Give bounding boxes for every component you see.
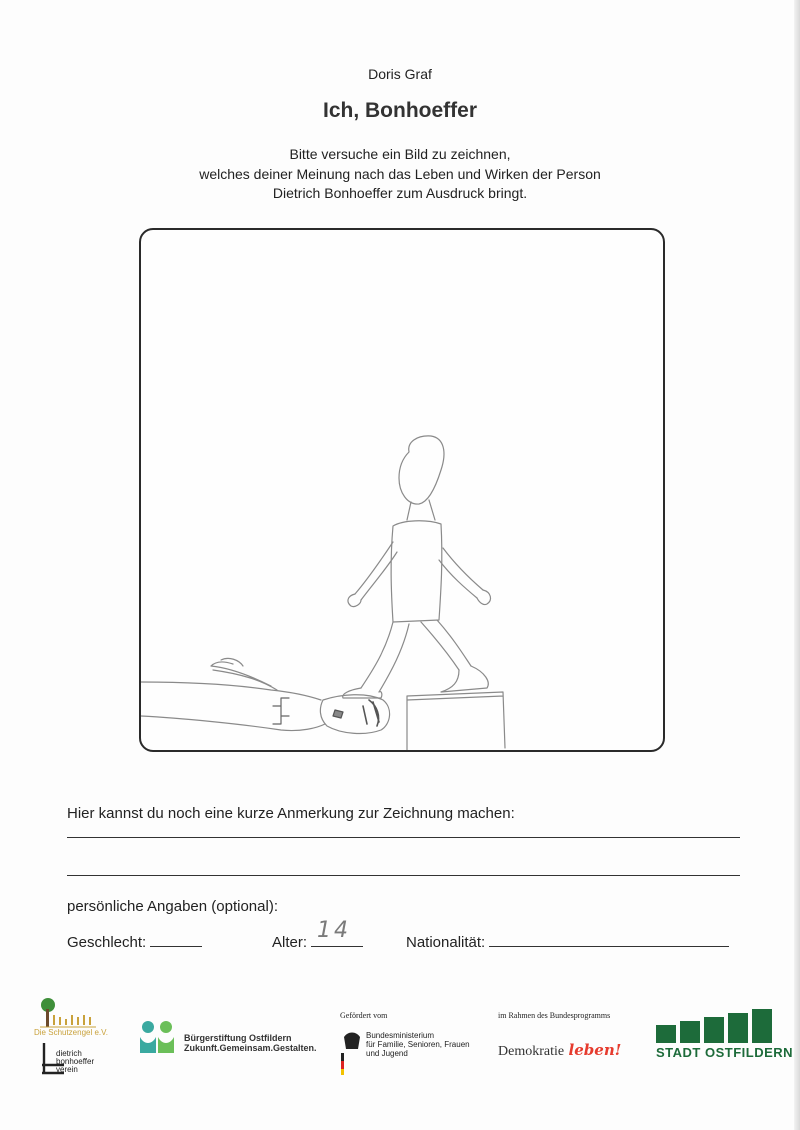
figure-left-hand: [348, 594, 361, 607]
figure-right-arm: [439, 548, 483, 598]
age-label: Alter:: [272, 934, 308, 951]
author-name: Doris Graf: [368, 66, 432, 82]
buergerstiftung-logo: [138, 1019, 317, 1060]
nationality-label: Nationalität:: [406, 934, 486, 951]
stadt-text: STADT OSTFILDERN: [656, 1045, 794, 1060]
comment-line-1[interactable]: [67, 837, 740, 838]
age-handwritten-value: 14: [317, 918, 352, 943]
instruction-line-1: Bitte versuche ein Bild zu zeichnen,: [289, 146, 511, 162]
sponsor-logos: [0, 995, 800, 1095]
comment-label: Hier kannst du noch eine kurze Anmerkung zur Zeichnung machen:: [67, 805, 515, 822]
figure-left-leg: [361, 622, 409, 692]
comment-line-2[interactable]: [67, 875, 740, 876]
logo1-line-1: dietrich: [56, 1049, 82, 1058]
lying-figure-hair: [363, 700, 379, 726]
eagle-icon: [340, 1027, 364, 1075]
pencil-drawing: [141, 230, 663, 750]
instructions: [0, 145, 800, 204]
buergerstiftung-slogan: Zukunft.Gemeinsam.Gestalten.: [184, 1043, 317, 1053]
gefoerdert-label: Gefördert vom: [340, 1011, 388, 1020]
ministry-line-2: für Familie, Senioren, Frauen: [366, 1040, 470, 1049]
lying-figure-hand: [211, 658, 243, 666]
ministry-line-1: Bundesministerium: [366, 1031, 435, 1040]
demokratie-leben-logo: [498, 1011, 622, 1059]
personal-info-label: persönliche Angaben (optional):: [67, 898, 278, 915]
nationality-input-line[interactable]: [489, 932, 729, 947]
figure-right-hand: [477, 590, 490, 605]
logo1-caption: Die Schutzengel e.V.: [34, 1028, 108, 1037]
logo1-name: [56, 1050, 94, 1074]
figure-right-leg: [421, 620, 471, 670]
gender-input-line[interactable]: [150, 932, 202, 947]
page-title: Ich, Bonhoeffer: [322, 99, 477, 122]
stadt-ostfildern-logo: [656, 1009, 794, 1060]
gender-field[interactable]: [67, 932, 202, 951]
instruction-line-2: welches deiner Meinung nach das Leben und Wirken der Person: [199, 165, 601, 182]
instruction-line-3: Dietrich Bonhoeffer zum Ausdruck bringt.: [272, 185, 528, 201]
ministry-line-3: und Jugend: [366, 1049, 408, 1058]
logo1-line-3: verein: [56, 1065, 78, 1074]
programm-label: im Rahmen des Bundesprogramms: [498, 1011, 611, 1020]
age-input-line[interactable]: [311, 918, 363, 947]
ministry-logo: [340, 1011, 470, 1058]
figure-torso: [391, 521, 442, 622]
buergerstiftung-name: Bürgerstiftung Ostfildern: [184, 1033, 292, 1043]
drawing-area: [139, 228, 665, 752]
lying-figure-body: [141, 682, 325, 731]
lying-figure-head: [320, 695, 389, 734]
ministry-name: [366, 1031, 470, 1058]
nationality-field[interactable]: [406, 932, 729, 951]
leben-text: leben!: [568, 1041, 622, 1059]
figure-left-foot: [343, 688, 382, 698]
figure-right-foot: [441, 666, 488, 692]
pedestal: [407, 692, 505, 750]
lying-figure-moustache: [333, 710, 343, 718]
logo1-line-2: bonhoeffer: [56, 1057, 95, 1066]
armband-symbol: [273, 698, 289, 724]
stadt-bars-icon: [656, 1009, 776, 1043]
bonhoeffer-verein-logo: [34, 995, 108, 1080]
age-field[interactable]: [272, 918, 363, 951]
demokratie-text: Demokratie: [498, 1044, 565, 1059]
gender-label: Geschlecht:: [67, 934, 147, 951]
figure-head: [399, 436, 444, 504]
people-icon: [138, 1019, 178, 1055]
